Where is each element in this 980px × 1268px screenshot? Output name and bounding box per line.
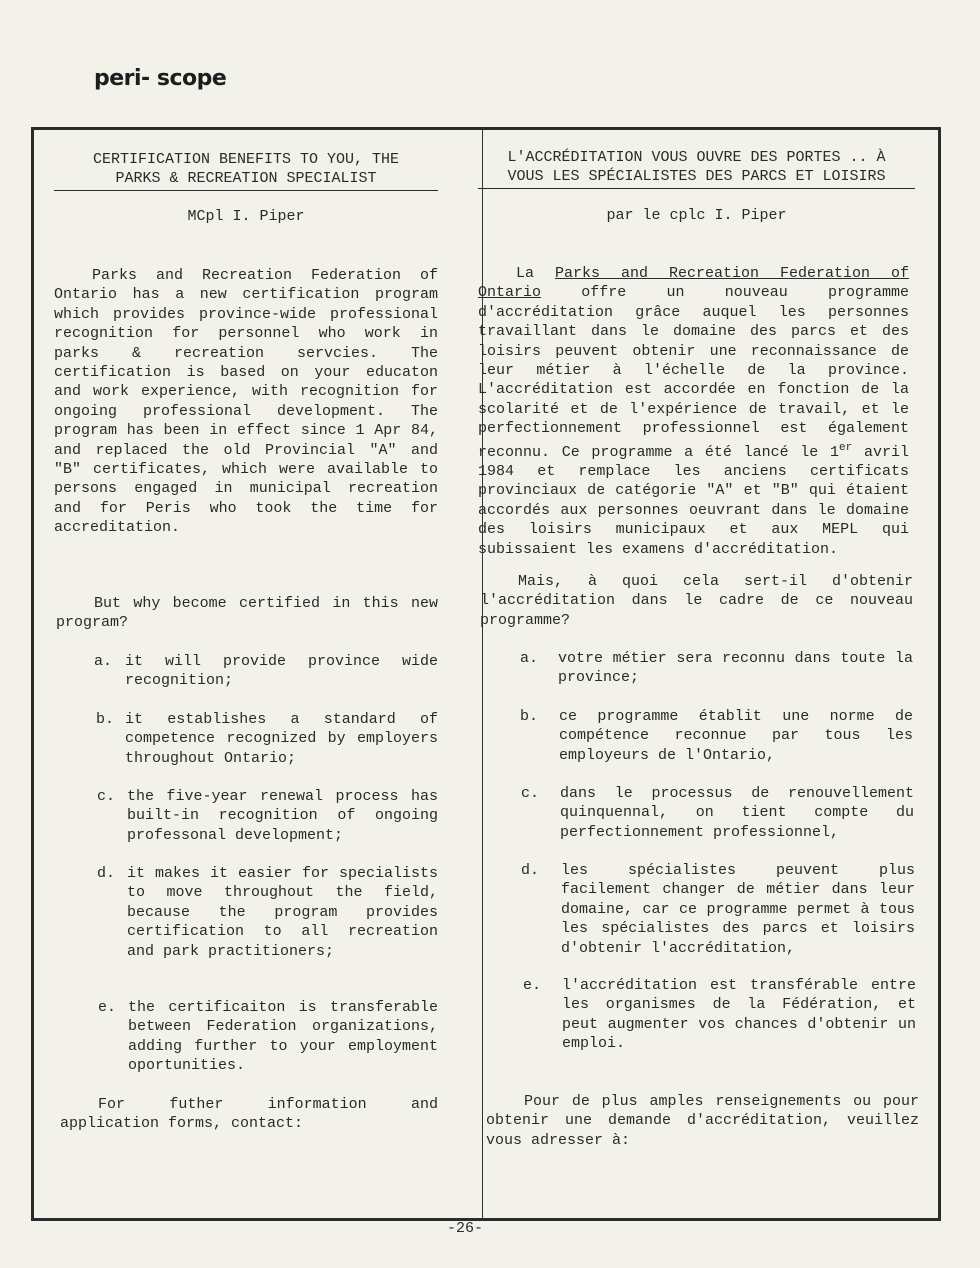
list-marker: e. bbox=[523, 977, 542, 994]
list-item-text: it will provide province wide recognition; bbox=[125, 653, 438, 690]
list-item-text: the certificaiton is transferable between Federation organizations, adding further to your employment oportunities. bbox=[128, 999, 438, 1075]
french-title-line1: L'ACCRÉDITATION VOUS OUVRE DES PORTES .. À bbox=[507, 149, 886, 166]
list-item-text: votre métier sera reconnu dans toute la province; bbox=[558, 650, 913, 687]
intro-end: avril 1984 et remplace les anciens certificats provinciaux de catégorie "A" et "B" qui étaient accordés aux personnes oeuvrant dans le domaine des loisirs municipaux et aux MEPL qui subissaient les examens d'accréditation. bbox=[478, 443, 909, 558]
french-intro-paragraph bbox=[478, 264, 909, 559]
intro-prefix: La bbox=[516, 265, 535, 282]
english-closing-paragraph: For futher information and application forms, contact: bbox=[60, 1096, 438, 1133]
list-marker: a. bbox=[520, 650, 539, 667]
intro-date-superscript: er bbox=[839, 441, 853, 454]
french-title bbox=[478, 148, 915, 189]
french-question-paragraph: Mais, à quoi cela sert-il d'obtenir l'accréditation dans le cadre de ce nouveau programme? bbox=[480, 573, 913, 629]
federation-name-underlined: Parks and Recreation Federation of Ontario bbox=[478, 265, 909, 302]
english-author: MCpl I. Piper bbox=[187, 208, 305, 225]
english-title bbox=[54, 150, 438, 191]
list-item-text: les spécialistes peuvent plus facilement changer de métier dans leur domaine, car ce programme permet à tous les spécialistes des parcs et loisirs d'obtenir l'accréditation, bbox=[561, 862, 915, 957]
list-marker: d. bbox=[97, 865, 116, 882]
list-marker: b. bbox=[520, 708, 539, 725]
list-item-text: l'accréditation est transférable entre les organismes de la Fédération, et peut augmenter vos chances d'obtenir un emploi. bbox=[562, 977, 916, 1053]
english-question-paragraph: But why become certified in this new program? bbox=[56, 595, 438, 632]
list-marker: e. bbox=[98, 999, 117, 1016]
english-intro-paragraph: Parks and Recreation Federation of Ontario has a new certification program which provides province-wide professional recognition for personnel who work in parks & recreation servcies. The certification is based on your educaton and work experience, with recognition for ongoing professional development. The program has been in effect since 1 Apr 84, and replaced the old Provincial "A" and "B" certificates, which were available to persons engaged in municipal recreation and for Peris who took the time for accreditation. bbox=[54, 267, 438, 537]
list-marker: c. bbox=[97, 788, 116, 805]
list-marker: c. bbox=[521, 785, 540, 802]
intro-rest: offre un nouveau programme d'accréditation grâce auquel les personnes travaillant dans le domaine des parcs et des loisirs peuvent obtenir une reconnaissance de leur métier à l'échelle de la province. L'accréditation est accordée en fonction de la scolarité et de l'expérience de travail, et le perfectionnement professionnel est également reconnu. Ce programme a été lancé le bbox=[478, 284, 909, 461]
intro-date: 1 bbox=[830, 443, 840, 461]
french-closing-paragraph: Pour de plus amples renseignements ou pour obtenir une demande d'accréditation, veuillez vous adresser à: bbox=[486, 1093, 919, 1149]
list-item-text: it makes it easier for specialists to move throughout the field, because the program provides certification to all recreation and park practitioners; bbox=[127, 865, 438, 960]
list-item-text: dans le processus de renouvellement quinquennal, on tient compte du perfectionnement professionnel, bbox=[560, 785, 914, 841]
french-title-line2: VOUS LES SPÉCIALISTES DES PARCS ET LOISIRS bbox=[478, 167, 915, 189]
article-frame bbox=[31, 127, 941, 1221]
list-item-text: it establishes a standard of competence recognized by employers throughout Ontario; bbox=[125, 711, 438, 767]
list-item-text: ce programme établit une norme de compétence reconnue par tous les employeurs de l'Ontario, bbox=[559, 708, 913, 764]
masthead-logo: peri- scope bbox=[94, 66, 227, 91]
list-marker: a. bbox=[94, 653, 113, 670]
list-marker: b. bbox=[96, 711, 115, 728]
list-item-text: the five-year renewal process has built-in recognition of ongoing professonal development; bbox=[127, 788, 438, 844]
english-title-line2: PARKS & RECREATION SPECIALIST bbox=[54, 169, 438, 191]
french-author: par le cplc I. Piper bbox=[606, 207, 787, 224]
english-title-line1: CERTIFICATION BENEFITS TO YOU, THE bbox=[92, 151, 400, 168]
list-marker: d. bbox=[521, 862, 540, 879]
page-number: -26- bbox=[446, 1220, 483, 1237]
